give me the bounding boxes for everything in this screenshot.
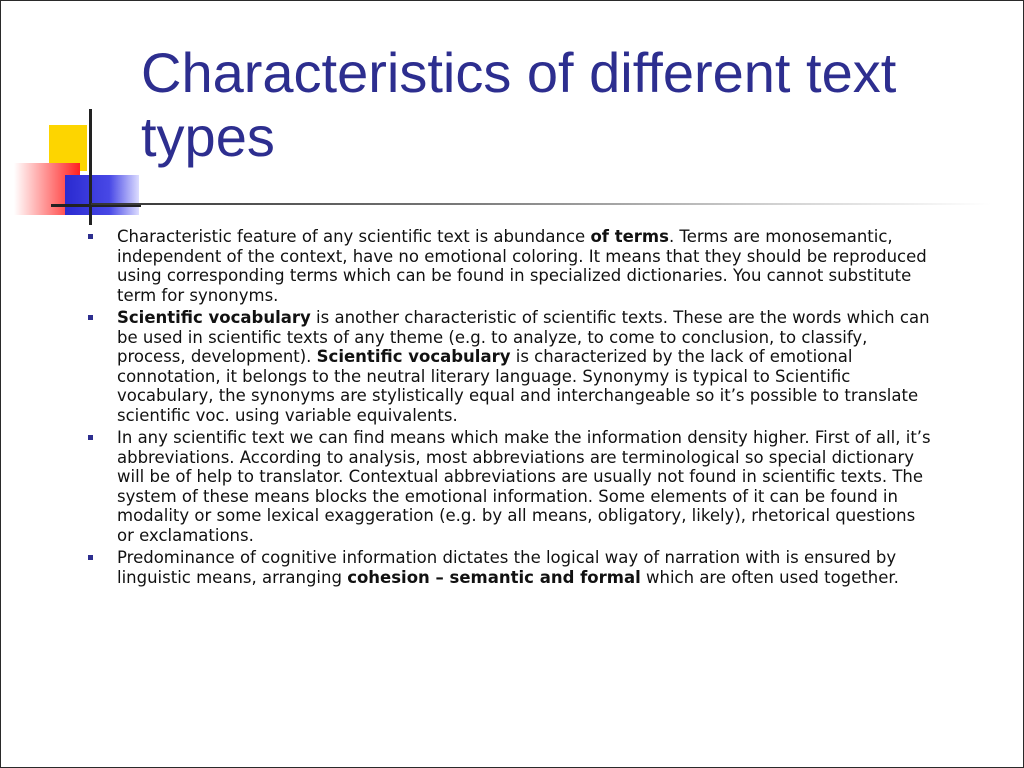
logo-vertical-line bbox=[89, 109, 92, 225]
bullet-text-bold: Scientific vocabulary bbox=[316, 347, 511, 366]
bullet-text-part: Characteristic feature of any scientific text is abundance bbox=[117, 227, 591, 246]
bullet-item bbox=[87, 308, 937, 425]
bullet-text-part: . Terms are monosemantic, independent of the context, have no emotional coloring. It means that they should be reproduced using corresponding terms which can be found in specialized dictionaries. You cannot substitute term for synonyms. bbox=[117, 227, 927, 305]
logo-blue-square bbox=[65, 175, 139, 215]
square-bullet-icon bbox=[88, 555, 93, 560]
bullet-text-bold: cohesion – semantic and formal bbox=[347, 567, 641, 587]
square-bullet-icon bbox=[88, 435, 93, 440]
bullet-text-part: In any scientific text we can find means which make the information density higher. First of all, it’s abbreviations. According to analysis, most abbreviations are terminological so special dictionary will be of help to translator. Contextual abbreviations are usually not found in scientific texts. The system of these means blocks the emotional information. Some elements of it can be found in modality or some lexical exaggeration (e.g. by all means, obligatory, likely), rhetorical questions or exclamations. bbox=[117, 428, 931, 545]
bullet-text-part: is characterized by the lack of emotional connotation, it belongs to the neutral literary language. Synonymy is typical to Scientific vocabulary, the synonyms are stylistically equal and interchangeable so it’s possible to translate scientific voc. using variable equivalents. bbox=[117, 347, 919, 425]
bullet-text-part: which are often used together. bbox=[640, 567, 899, 587]
slide-title: Characteristics of different text types bbox=[141, 41, 897, 168]
bullet-text-part: Predominance of cognitive information dictates the logical way of narration with is ensured by linguistic means, arranging bbox=[117, 548, 897, 587]
colored-squares-logo bbox=[11, 109, 141, 229]
bullet-item bbox=[87, 548, 937, 587]
title-divider bbox=[91, 203, 991, 205]
bullet-list bbox=[87, 227, 937, 590]
bullet-text-part: is another characteristic of scientific texts. These are the words which can be used in scientific texts of any theme (e.g. to analyze, to come to conclusion, to classify, process, development). bbox=[117, 308, 930, 366]
square-bullet-icon bbox=[88, 315, 93, 320]
bullet-text-bold: Scientific vocabulary bbox=[117, 308, 311, 327]
bullet-item bbox=[87, 428, 937, 545]
bullet-text-bold: of terms bbox=[590, 227, 669, 246]
bullet-item bbox=[87, 227, 937, 305]
square-bullet-icon bbox=[88, 234, 93, 239]
